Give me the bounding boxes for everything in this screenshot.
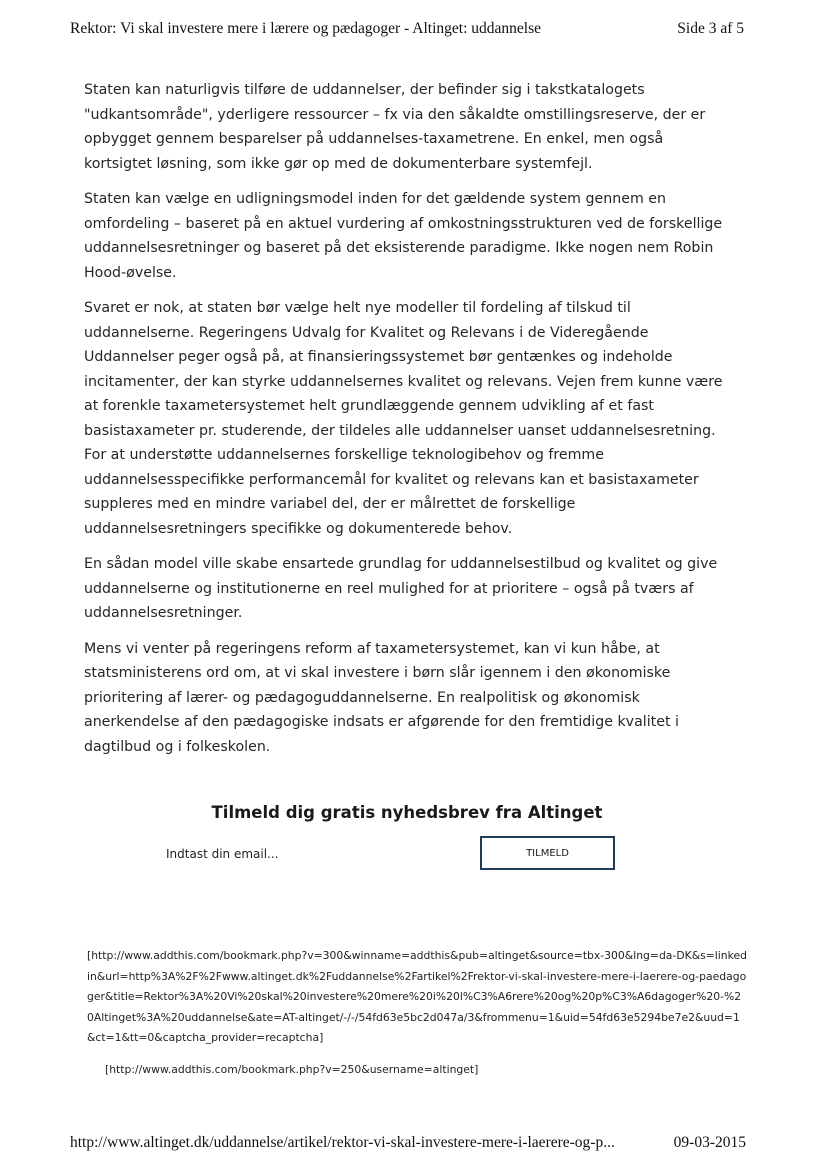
page-number: Side 3 af 5	[677, 20, 744, 37]
print-footer	[70, 1134, 746, 1152]
newsletter-subscribe-button[interactable]: TILMELD	[480, 836, 615, 870]
addthis-share-link[interactable]: [http://www.addthis.com/bookmark.php?v=300&winname=addthis&pub=altinget&source=tbx-300&lng=da-DK&s=linkedin&url=http%3A%2F%2Fwww.altinget.dk%2Fuddannelse%2Fartikel%2Frektor-vi-skal-investere-mere-i-laerere-og-paedagoger&title=Rektor%3A%20Vi%20skal%20investere%20mere%20i%20l%C3%A6rere%20og%20p%C3%A6dagoger%20-%20Altinget%3A%20uddannelse&ate=AT-altinget/-/-/54fd63e5bc2d047a/3&frommenu=1&uid=54fd63e5294be7e2&uud=1&ct=1&tt=0&captcha_provider=recaptcha]	[87, 949, 748, 1044]
article-paragraph: Staten kan naturligvis tilføre de uddannelser, der befinder sig i takstkatalogets "udkantsområde", yderligere ressourcer – fx via den såkaldte omstillingsreserve, der er opbygget gennem besparelser på uddannelses-taxametrene. En enkel, men også kortsigtet løsning, som ikke gør op med de dokumenterbare systemfejl.	[84, 82, 706, 172]
article-paragraph: Mens vi venter på regeringens reform af taxametersystemet, kan vi kun håbe, at statsministerens ord om, at vi skal investere i børn slår igennem i den økonomiske prioritering af lærer- og pædagoguddannelserne. En realpolitisk og økonomisk anerkendelse af den pædagogiske indsats er afgørende for den fremtidige kvalitet i dagtilbud og i folkeskolen.	[84, 640, 679, 755]
article-paragraph: Staten kan vælge en udligningsmodel inden for det gældende system gennem en omfordeling – baseret på en aktuel vurdering af omkostningsstrukturen ved de forskellige uddannelsesretninger og baseret på det eksisterende paradigme. Ikke nogen nem Robin Hood-øvelse.	[84, 191, 723, 281]
newsletter-title: Tilmeld dig gratis nyhedsbrev fra Altinget	[211, 803, 603, 822]
print-footer-date: 09-03-2015	[673, 1134, 746, 1151]
print-header-title: Rektor: Vi skal investere mere i lærere og pædagoger - Altinget: uddannelse	[70, 20, 541, 37]
addthis-bookmark-link[interactable]: [http://www.addthis.com/bookmark.php?v=250&username=altinget]	[105, 1063, 479, 1076]
print-footer-url: http://www.altinget.dk/uddannelse/artikel/rektor-vi-skal-investere-mere-i-laerere-og-p...	[70, 1134, 615, 1151]
article-body	[84, 78, 734, 770]
article-paragraph: En sådan model ville skabe ensartede grundlag for uddannelsestilbud og kvalitet og give uddannelserne og institutionerne en reel mulighed for at prioritere – også på tværs af uddannelsesretninger.	[84, 556, 718, 621]
print-header	[70, 20, 744, 38]
newsletter-email-input[interactable]	[160, 840, 472, 868]
article-paragraph: Svaret er nok, at staten bør vælge helt nye modeller til fordeling af tilskud til uddannelserne. Regeringens Udvalg for Kvalitet og Relevans i de Videregående Uddannelser peger også på, at finansieringssystemet bør gentænkes og indeholde incitamenter, der kan styrke uddannelsernes kvalitet og relevans. Vejen frem kunne være at forenkle taxametersystemet helt grundlæggende gennem udvikling af et fast basistaxameter pr. studerende, der tildeles alle uddannelser uanset uddannelsesretning. For at understøtte uddannelsernes forskellige teknologibehov og fremme uddannelsesspecifikke performancemål for kvalitet og relevans kan et basistaxameter suppleres med en mindre variabel del, der er målrettet de forskellige uddannelsesretningers specifikke og dokumenterede behov.	[84, 300, 723, 537]
